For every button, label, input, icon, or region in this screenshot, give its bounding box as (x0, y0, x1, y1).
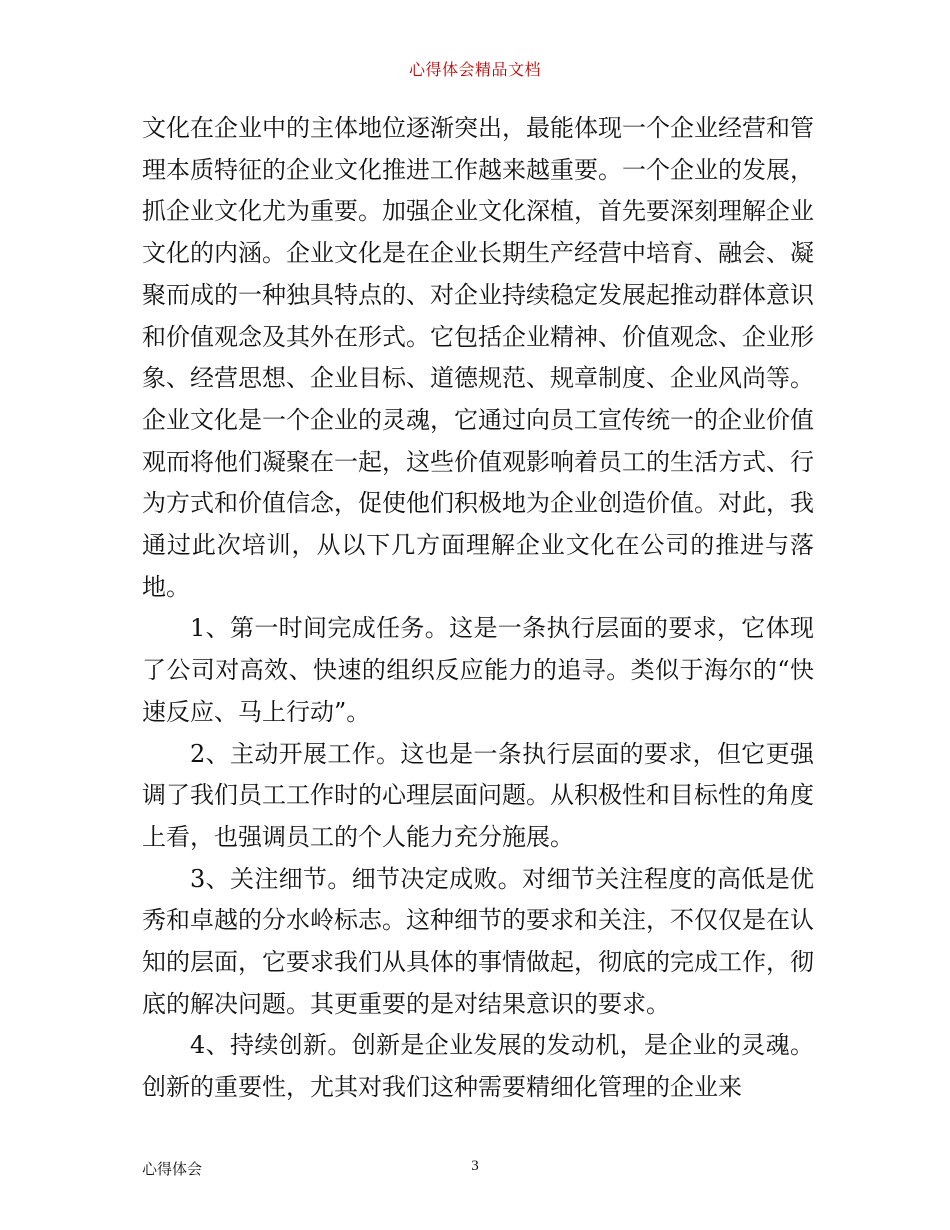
paragraph-item-2: 2、主动开展工作。这也是一条执行层面的要求，但它更强调了我们员工工作时的心理层面问题。从积极性和目标性的角度上看，也强调员工的个人能力充分施展。 (142, 739, 814, 851)
paragraph-item-1: 1、第一时间完成任务。这是一条执行层面的要求，它体现了公司对高效、快速的组织反应能力的追寻。类似于海尔的“快速反应、马上行动”。 (142, 614, 814, 726)
footer-label: 心得体会 (142, 1160, 203, 1178)
header-title: 心得体会精品文档 (408, 60, 541, 79)
paragraph-item-3: 3、关注细节。细节决定成败。对细节关注程度的高低是优秀和卓越的分水岭标志。这种细节的要求和关注，不仅仅是在认知的层面，它要求我们从具体的事情做起，彻底的完成工作，彻底的解决问题。其更重要的是对结果意识的要求。 (142, 864, 814, 1018)
paragraph-item-4: 4、持续创新。创新是企业发展的发动机，是企业的灵魂。创新的重要性，尤其对我们这种需要精细化管理的企业来 (142, 1031, 814, 1102)
paragraph-intro: 文化在企业中的主体地位逐渐突出，最能体现一个企业经营和管理本质特征的企业文化推进工作越来越重要。一个企业的发展，抓企业文化尤为重要。加强企业文化深植，首先要深刻理解企业文化的内涵。企业文化是在企业长期生产经营中培育、融会、凝聚而成的一种独具特点的、对企业持续稳定发展起推动群体意识和价值观念及其外在形式。它包括企业精神、价值观念、企业形象、经营思想、企业目标、道德规范、规章制度、企业风尚等。企业文化是一个企业的灵魂，它通过向员工宣传统一的企业价值观而将他们凝聚在一起，这些价值观影响着员工的生活方式、行为方式和价值信念，促使他们积极地为企业创造价值。对此，我通过此次培训，从以下几方面理解企业文化在公司的推进与落地。 (142, 114, 814, 601)
document-body (142, 108, 814, 1109)
page-number: 3 (471, 1158, 479, 1174)
